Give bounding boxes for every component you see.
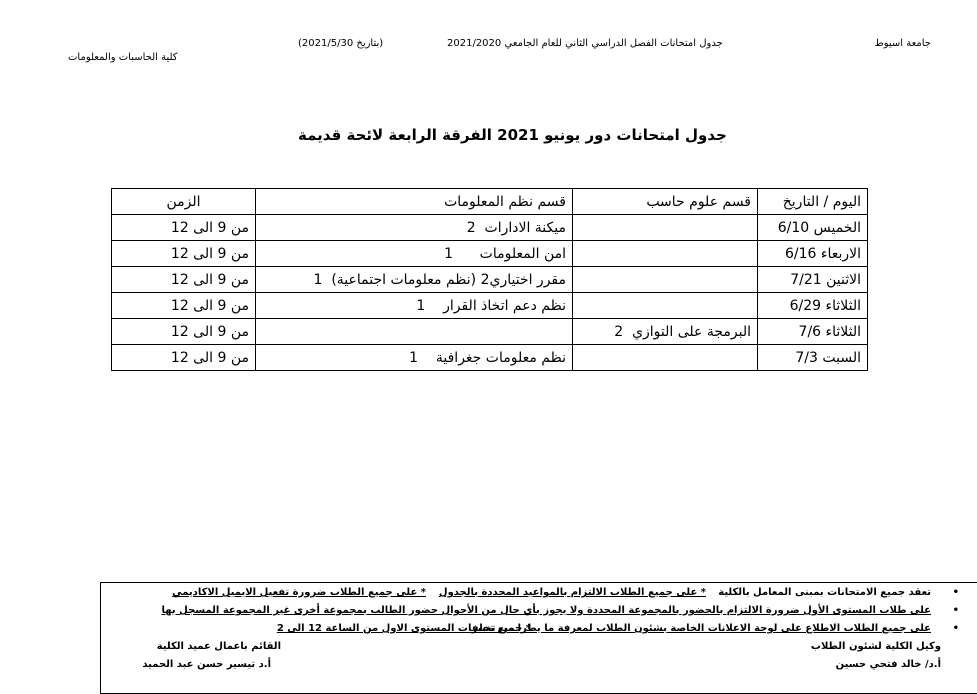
cell-cs-course [573, 241, 758, 267]
note-3b: * جميع تخلفات المستوى الاول من الساعة 12 الى 2 [276, 623, 531, 634]
sig-right-name: أ.د/ خالد فتحي حسين [835, 659, 941, 670]
cell-is-course: ميكنة الادارات 2 [256, 215, 573, 241]
cell-time: من 9 الى 12 [112, 267, 256, 293]
cell-day: الاربعاء 6/16 [758, 241, 868, 267]
faculty-name: كلية الحاسبات والمعلومات [68, 52, 178, 63]
cell-cs-course [573, 345, 758, 371]
note-1c: * على جميع الطلاب ضرورة تفعيل الايميل الاكاديمي [172, 587, 426, 598]
cell-is-course: نظم دعم اتخاذ القرار 1 [256, 293, 573, 319]
table-row [112, 267, 868, 293]
header-is: قسم نظم المعلومات [256, 189, 573, 215]
cell-day: الاثنين 7/21 [758, 267, 868, 293]
cell-day: الخميس 6/10 [758, 215, 868, 241]
university-name: جامعة اسيوط [874, 38, 931, 49]
cell-cs-course [573, 293, 758, 319]
cell-time: من 9 الى 12 [112, 345, 256, 371]
cell-time: من 9 الى 12 [112, 319, 256, 345]
note-2: على طلاب المستوى الأول ضرورة الالتزام بالحضور بالمجموعة المحددة ولا يجوز بأي حال من الأحوال حضور الطالب بمجموعة أخرى غير المجموعة المسجل بها [161, 605, 931, 616]
table-row [112, 345, 868, 371]
sig-left-title: القائم باعمال عميد الكلية [156, 641, 281, 652]
cell-is-course: نظم معلومات جغرافية 1 [256, 345, 573, 371]
schedule-title: جدول امتحانات الفصل الدراسي الثاني للعام الجامعي 2021/2020 [447, 38, 723, 49]
cell-cs-course [573, 267, 758, 293]
cell-time: من 9 الى 12 [112, 293, 256, 319]
header-cs: قسم علوم حاسب [573, 189, 758, 215]
cell-is-course: امن المعلومات 1 [256, 241, 573, 267]
cell-is-course [256, 319, 573, 345]
header-day: اليوم / التاريخ [758, 189, 868, 215]
issue-date: (بتاريخ 2021/5/30) [298, 38, 384, 49]
cell-cs-course [573, 215, 758, 241]
footer-notes: تعقد جميع الامتحانات بمبنى المعامل بالكلية * على جميع الطلاب الالتزام بالمواعيد المحددة بالجدول * على جميع الطلاب ضرورة تفعيل الايميل الاكاديمي على طلاب المستوى الأول ضرورة الالتزام بالحضور بالمجموعة المحددة ولا يجوز بأي حال من الأحوال حضور الطالب بمجموعة أخرى غير المجموعة المسجل بها على جميع الطلاب الاطلاع على لوحة الاعلانات الخاصة بشئون الطلاب لمعرفة ما يطرا من تغيير * جميع تخلفات المستوى الاول من الساعة 12 الى 2 • • • وكيل الكلية لشئون الطلاب أ.د/ خالد فتحي حسين القائم باعمال عميد الكلية أ.د تيسير حسن عبد الحميد [100, 582, 977, 694]
note-1b: * على جميع الطلاب الالتزام بالمواعيد المحددة بالجدول [438, 587, 706, 598]
cell-day: الثلاثاء 7/6 [758, 319, 868, 345]
table-row [112, 293, 868, 319]
sig-right-title: وكيل الكلية لشئون الطلاب [810, 641, 941, 652]
table-row [112, 319, 868, 345]
cell-time: من 9 الى 12 [112, 215, 256, 241]
cell-cs-course: البرمجة على التوازي 2 [573, 319, 758, 345]
cell-day: الثلاثاء 6/29 [758, 293, 868, 319]
cell-day: السبت 7/3 [758, 345, 868, 371]
note-1a: تعقد جميع الامتحانات بمبنى المعامل بالكلية [718, 587, 931, 598]
table-header-row [112, 189, 868, 215]
table-row [112, 241, 868, 267]
exam-table [111, 188, 868, 371]
sig-left-name: أ.د تيسير حسن عبد الحميد [142, 659, 271, 670]
page-title: جدول امتحانات دور يونيو 2021 الفرقة الرابعة لائحة قديمة [298, 126, 727, 144]
header-time: الزمن [112, 189, 256, 215]
cell-time: من 9 الى 12 [112, 241, 256, 267]
table-row [112, 215, 868, 241]
note-3a: على جميع الطلاب الاطلاع على لوحة الاعلانات الخاصة بشئون الطلاب لمعرفة ما يطرا من تغيير [471, 623, 931, 634]
cell-is-course: مقرر اختياري2 (نظم معلومات اجتماعية) 1 [256, 267, 573, 293]
